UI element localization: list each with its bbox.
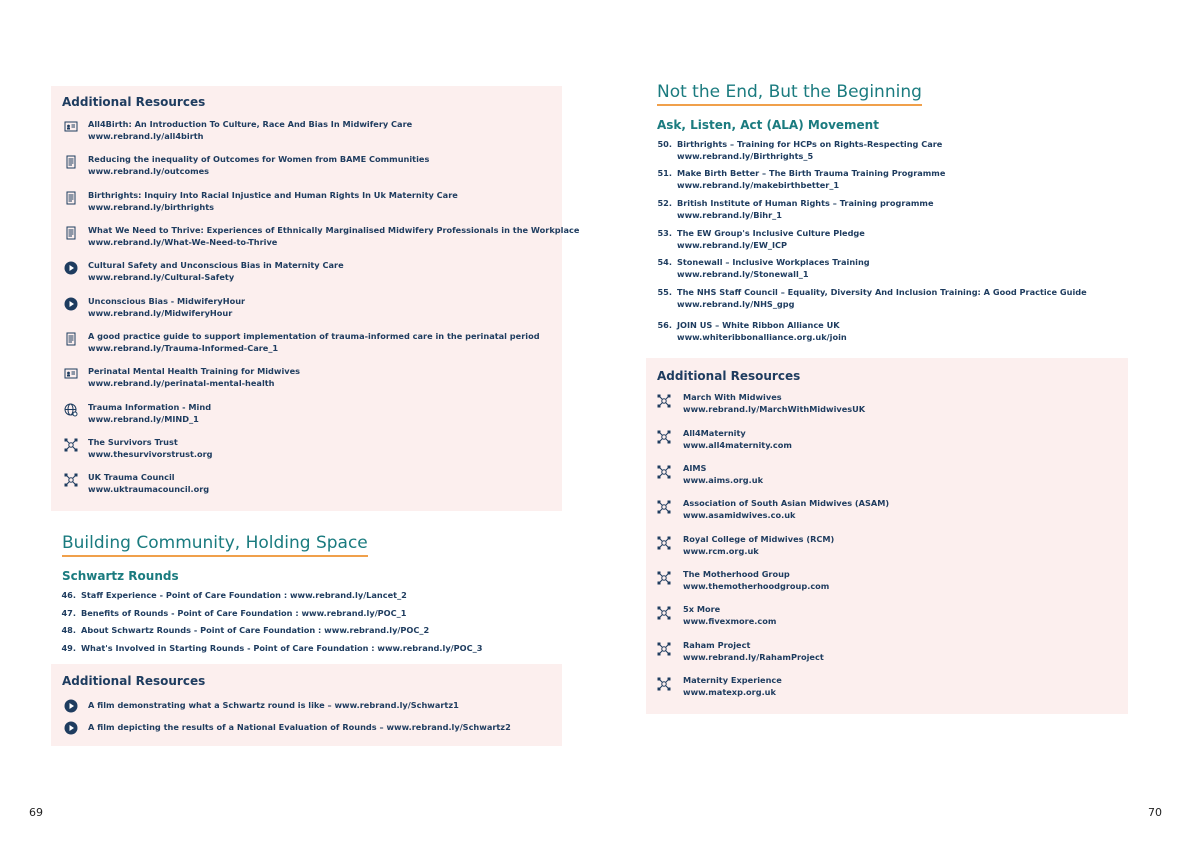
- resource-link[interactable]: www.rebrand.ly/all4birth: [88, 131, 204, 141]
- schwartz-list-item: [58, 607, 406, 619]
- resource-title: A good practice guide to support implementation of trauma-informed care in the perinatal period: [88, 331, 540, 341]
- network-icon: [657, 393, 671, 407]
- list-number: 53.: [657, 228, 672, 238]
- resource-title: What We Need to Thrive: Experiences of Ethnically Marginalised Midwifery Professionals in the Workplace: [88, 225, 580, 235]
- resource-title: The Survivors Trust: [88, 437, 178, 447]
- network-icon: [657, 429, 671, 443]
- ala-list-item: [654, 319, 847, 343]
- resource-item: [88, 436, 213, 460]
- network-icon: [64, 437, 78, 451]
- list-number: 47.: [61, 608, 76, 618]
- list-text-link[interactable]: Benefits of Rounds - Point of Care Foundation : www.rebrand.ly/POC_1: [81, 608, 407, 618]
- resource-item: [88, 295, 245, 319]
- ala-list-item: [654, 227, 865, 251]
- list-title: Stonewall – Inclusive Workplaces Training: [677, 257, 870, 267]
- resource-title: 5x More: [683, 604, 721, 614]
- resource-title: UK Trauma Council: [88, 472, 175, 482]
- resource-item: [683, 533, 834, 557]
- resource-link[interactable]: www.rebrand.ly/MIND_1: [88, 414, 199, 424]
- list-text-link[interactable]: Staff Experience - Point of Care Foundation : www.rebrand.ly/Lancet_2: [81, 590, 407, 600]
- list-text-link[interactable]: What's Involved in Starting Rounds - Point of Care Foundation : www.rebrand.ly/POC_3: [81, 643, 483, 653]
- resource-link[interactable]: www.all4maternity.com: [683, 440, 792, 450]
- resource-item: [683, 497, 889, 521]
- schwartz-list-item: [58, 589, 407, 601]
- list-link[interactable]: www.rebrand.ly/NHS_gpg: [677, 299, 795, 309]
- resource-link[interactable]: www.matexp.org.uk: [683, 687, 776, 697]
- resource-title: The Motherhood Group: [683, 569, 790, 579]
- document-icon: [64, 225, 78, 239]
- resource-link[interactable]: www.thesurvivorstrust.org: [88, 449, 213, 459]
- play-icon: [64, 260, 78, 274]
- ala-list-item: [654, 256, 870, 280]
- resource-title: Reducing the inequality of Outcomes for Women from BAME Communities: [88, 154, 430, 164]
- network-icon: [657, 676, 671, 690]
- presentation-icon: [64, 366, 78, 380]
- resource-link[interactable]: www.asamidwives.co.uk: [683, 510, 796, 520]
- resource-title: March With Midwives: [683, 392, 782, 402]
- list-number: 52.: [657, 198, 672, 208]
- resource-title: Birthrights: Inquiry Into Racial Injustice and Human Rights In Uk Maternity Care: [88, 190, 458, 200]
- resource-link[interactable]: www.rebrand.ly/perinatal-mental-health: [88, 378, 275, 388]
- resource-link[interactable]: www.rebrand.ly/MidwiferyHour: [88, 308, 233, 318]
- resource-title: Perinatal Mental Health Training for Midwives: [88, 366, 301, 376]
- additional-resources-heading-right: Additional Resources: [657, 369, 801, 383]
- list-number: 50.: [657, 139, 672, 149]
- additional-resources-heading-2: Additional Resources: [62, 674, 206, 688]
- document-icon: [64, 154, 78, 168]
- list-number: 55.: [657, 287, 672, 297]
- list-link[interactable]: www.rebrand.ly/Birthrights_5: [677, 151, 814, 161]
- resource-title: Association of South Asian Midwives (ASAM): [683, 498, 890, 508]
- resource-link[interactable]: www.aims.org.uk: [683, 475, 764, 485]
- resource-item: [683, 462, 763, 486]
- resource-title: Maternity Experience: [683, 675, 782, 685]
- ala-list-item: [654, 138, 942, 162]
- film-link[interactable]: A film demonstrating what a Schwartz round is like – www.rebrand.ly/Schwartz1: [88, 700, 459, 710]
- network-icon: [657, 464, 671, 478]
- schwartz-list-item: [58, 642, 482, 654]
- list-number: 48.: [61, 625, 76, 635]
- resource-item: [683, 603, 776, 627]
- not-the-end-title: Not the End, But the Beginning: [657, 82, 922, 106]
- globe-icon: [64, 402, 78, 416]
- resource-title: AIMS: [683, 463, 707, 473]
- page-number-right: 70: [1148, 806, 1162, 819]
- ala-list-item: [654, 167, 945, 191]
- resource-item: [683, 391, 865, 415]
- resource-link[interactable]: www.rebrand.ly/Trauma-Informed-Care_1: [88, 343, 279, 353]
- list-title: Birthrights – Training for HCPs on Rights-Respecting Care: [677, 139, 943, 149]
- resource-link[interactable]: www.rcm.org.uk: [683, 546, 759, 556]
- resource-item: [683, 568, 829, 592]
- network-icon: [657, 641, 671, 655]
- network-icon: [657, 570, 671, 584]
- resource-item: [88, 259, 344, 283]
- resource-item: [88, 401, 211, 425]
- resource-title: Royal College of Midwives (RCM): [683, 534, 835, 544]
- ala-movement-subtitle: Ask, Listen, Act (ALA) Movement: [657, 118, 879, 132]
- resource-item: [683, 639, 824, 663]
- resource-title: Trauma Information - Mind: [88, 402, 212, 412]
- additional-resources-heading: Additional Resources: [62, 95, 206, 109]
- network-icon: [657, 499, 671, 513]
- film-link[interactable]: A film depicting the results of a National Evaluation of Rounds – www.rebrand.ly/Schwartz2: [88, 722, 511, 732]
- document-icon: [64, 190, 78, 204]
- resource-item: [88, 153, 429, 177]
- play-icon[interactable]: [64, 698, 78, 712]
- resource-item: [683, 674, 782, 698]
- play-icon: [64, 296, 78, 310]
- resource-item: [88, 118, 412, 142]
- resource-title: Raham Project: [683, 640, 751, 650]
- building-community-title: Building Community, Holding Space: [62, 533, 368, 557]
- resource-link[interactable]: www.uktraumacouncil.org: [88, 484, 210, 494]
- resource-title: Unconscious Bias - MidwiferyHour: [88, 296, 246, 306]
- resource-item: [88, 471, 209, 495]
- list-number: 51.: [657, 168, 672, 178]
- resource-title: All4Maternity: [683, 428, 746, 438]
- resource-link[interactable]: www.fivexmore.com: [683, 616, 777, 626]
- resource-item: [88, 189, 458, 213]
- list-title: The NHS Staff Council – Equality, Diversity And Inclusion Training: A Good Practice Guide: [677, 287, 1087, 297]
- list-number: 54.: [657, 257, 672, 267]
- schwartz-rounds-subtitle: Schwartz Rounds: [62, 569, 179, 583]
- list-link[interactable]: www.rebrand.ly/Bihr_1: [677, 210, 782, 220]
- list-title: The EW Group's Inclusive Culture Pledge: [677, 228, 865, 238]
- resource-title: All4Birth: An Introduction To Culture, Race And Bias In Midwifery Care: [88, 119, 413, 129]
- list-number: 49.: [61, 643, 76, 653]
- list-link[interactable]: www.rebrand.ly/Stonewall_1: [677, 269, 809, 279]
- resource-link[interactable]: www.rebrand.ly/What-We-Need-to-Thrive: [88, 237, 278, 247]
- list-title: British Institute of Human Rights – Training programme: [677, 198, 934, 208]
- network-icon: [657, 605, 671, 619]
- list-title: JOIN US – White Ribbon Alliance UK: [677, 320, 840, 330]
- document-icon: [64, 331, 78, 345]
- resource-link[interactable]: www.rebrand.ly/outcomes: [88, 166, 210, 176]
- resource-link[interactable]: www.themotherhoodgroup.com: [683, 581, 830, 591]
- page-number-left: 69: [29, 806, 43, 819]
- ala-list-item: [654, 197, 934, 221]
- resource-item: [88, 224, 579, 248]
- list-number: 46.: [61, 590, 76, 600]
- resource-item: [88, 365, 300, 389]
- list-link[interactable]: www.whiteribbonalliance.org.uk/join: [677, 332, 847, 342]
- play-icon[interactable]: [64, 720, 78, 734]
- list-title: Make Birth Better – The Birth Trauma Training Programme: [677, 168, 946, 178]
- ala-list-item: [654, 286, 1087, 310]
- list-number: 56.: [657, 320, 672, 330]
- resource-item: [88, 330, 540, 354]
- list-link[interactable]: www.rebrand.ly/EW_ICP: [677, 240, 787, 250]
- resource-item: [683, 427, 792, 451]
- resource-link[interactable]: www.rebrand.ly/RahamProject: [683, 652, 824, 662]
- presentation-icon: [64, 119, 78, 133]
- network-icon: [657, 535, 671, 549]
- list-link[interactable]: www.rebrand.ly/makebirthbetter_1: [677, 180, 840, 190]
- network-icon: [64, 472, 78, 486]
- list-text-link[interactable]: About Schwartz Rounds - Point of Care Foundation : www.rebrand.ly/POC_2: [81, 625, 430, 635]
- resource-link[interactable]: www.rebrand.ly/MarchWithMidwivesUK: [683, 404, 866, 414]
- schwartz-list-item: [58, 624, 429, 636]
- resource-link[interactable]: www.rebrand.ly/Cultural-Safety: [88, 272, 235, 282]
- resource-title: Cultural Safety and Unconscious Bias in Maternity Care: [88, 260, 344, 270]
- resource-link[interactable]: www.rebrand.ly/birthrights: [88, 202, 214, 212]
